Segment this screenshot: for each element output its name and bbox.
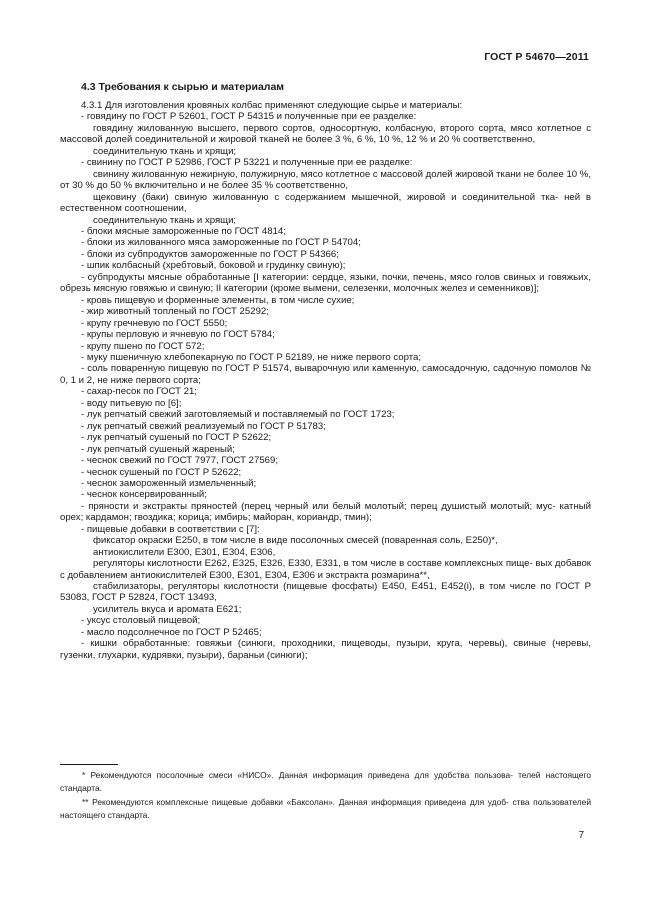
paragraph: - блоки из субпродуктов замороженные по ГОСТ Р 54366; bbox=[81, 248, 339, 260]
paragraph: усилитель вкуса и аромата Е621; bbox=[93, 603, 242, 615]
paragraph: - лук репчатый сушеный жареный; bbox=[81, 443, 235, 455]
paragraph: - крупу гречневую по ГОСТ 5550; bbox=[81, 317, 228, 329]
paragraph: - шпик колбасный (хребтовый, боковой и грудинку свиную); bbox=[81, 260, 346, 272]
paragraph: - кишки обработанные: говяжьи (синюги, проходники, пищеводы, пузыри, круга, черевы), свиные (черевы, гузенки, глухарки, кудрявки, пузыри), бараньи (синюги); bbox=[60, 638, 591, 661]
paragraph: - чеснок консервированный; bbox=[81, 489, 207, 501]
footnote-divider bbox=[60, 764, 118, 765]
paragraph: - крупу пшено по ГОСТ 572; bbox=[81, 340, 205, 352]
paragraph: - пищевые добавки в соответствии с [7]: bbox=[81, 523, 260, 535]
paragraph: - лук репчатый сушеный по ГОСТ Р 52622; bbox=[81, 432, 272, 444]
paragraph: - соль поваренную пищевую по ГОСТ Р 51574, выварочную или каменную, самосадочную, садочную помолов № 0, 1 и 2, не ниже первого сорта; bbox=[60, 363, 591, 386]
paragraph: - чеснок свежий по ГОСТ 7977, ГОСТ 27569; bbox=[81, 455, 279, 467]
paragraph: - жир животный топленый по ГОСТ 25292; bbox=[81, 306, 269, 318]
paragraph: - пряности и экстракты пряностей (перец черный или белый молотый; перец душистый молотый; мус- катный орех; кардамон; гвоздика; корица; имбирь; майоран, кориандр, тмин); bbox=[60, 500, 591, 524]
paragraph: соединительную ткань и хрящи; bbox=[93, 214, 237, 226]
paragraph: стабилизаторы, регуляторы кислотности (пищевые фосфаты) Е450, Е451, Е452(i), в том числе по ГОСТ Р 53083, ГОСТ Р 52824, ГОСТ 13493, bbox=[60, 581, 591, 604]
paragraph: фиксатор окраски Е250, в том числе в виде посолочных смесей (поваренная соль, Е250)*, bbox=[93, 535, 498, 547]
paragraph: - масло подсолнечное по ГОСТ Р 52465; bbox=[81, 626, 262, 638]
paragraph: свинину жилованную нежирную, полужирную, мясо котлетное с массовой долей жировой ткани не более 10 %, от 30 % до 50 % включительно и не более 35 % соответственно, bbox=[60, 168, 591, 192]
footnotes bbox=[60, 769, 591, 822]
section-title: 4.3 Требования к сырью и материалам bbox=[81, 81, 285, 93]
paragraph: - блоки из жилованного мяса замороженные по ГОСТ Р 54704; bbox=[81, 237, 361, 249]
paragraph: - уксус столовый пищевой; bbox=[81, 615, 201, 627]
paragraph: - блоки мясные замороженные по ГОСТ 4814; bbox=[81, 225, 286, 237]
page-number: 7 bbox=[578, 830, 584, 841]
paragraph: соединительную ткань и хрящи; bbox=[93, 145, 237, 157]
document-body bbox=[60, 100, 591, 661]
paragraph: - крупы перловую и ячневую по ГОСТ 5784; bbox=[81, 329, 275, 341]
paragraph: - воду питьевую по [6]; bbox=[81, 397, 182, 409]
paragraph: - говядину по ГОСТ Р 52601, ГОСТ Р 54315 и полученные при ее разделке: bbox=[81, 111, 417, 123]
paragraph: антиокислители Е300, Е301, Е304, Е306, bbox=[93, 546, 276, 558]
paragraph: регуляторы кислотности Е262, Е325, Е326, Е330, Е331, в том числе в составе комплексных пище- вых добавок с добавлением антиокислителей Е300, Е301, Е304, Е306 и экстракта розмарина**, bbox=[60, 558, 591, 581]
paragraph: - лук репчатый свежий реализуемый по ГОСТ Р 51783; bbox=[81, 420, 326, 432]
paragraph: 4.3.1 Для изготовления кровяных колбас применяют следующие сырье и материалы: bbox=[81, 100, 463, 111]
paragraph: щековину (баки) свиную жилованную с содержанием мышечной, жировой и соединительной тка- ней в естественном соотношении, bbox=[60, 191, 591, 215]
paragraph: - сахар-песок по ГОСТ 21; bbox=[81, 386, 197, 398]
paragraph: - кровь пищевую и форменные элементы, в том числе сухие; bbox=[81, 294, 355, 306]
paragraph: - свинину по ГОСТ Р 52986, ГОСТ Р 53221 и полученные при ее разделке: bbox=[81, 157, 413, 169]
footnote: ** Рекомендуются комплексные пищевые добавки «Баксолан». Данная информация приведена для удоб- ства пользователей настоящего стандарта. bbox=[60, 796, 591, 820]
paragraph: - чеснок сушеный по ГОСТ Р 52622; bbox=[81, 466, 242, 478]
paragraph: - субпродукты мясные обработанные [I категории: сердце, языки, почки, печень, мясо голов свиных и говяжьих, обрезь мясную говяжью и свиную; II категории (кроме вымени, селезенки, молочных желез и семенников)]; bbox=[60, 271, 591, 295]
footnote: * Рекомендуются посолочные смеси «НИСО». Данная информация приведена для удобства пользова- телей настоящего стандарта. bbox=[60, 770, 591, 794]
paragraph: - муку пшеничную хлебопекарную по ГОСТ Р 52189, не ниже первого сорта; bbox=[81, 351, 422, 363]
paragraph: - чеснок замороженный измельченный; bbox=[81, 477, 257, 489]
paragraph: - лук репчатый свежий заготовляемый и поставляемый по ГОСТ 1723; bbox=[81, 409, 395, 421]
paragraph: говядину жилованную высшего, первого сортов, односортную, колбасную, второго сорта, мясо котлетное с массовой долей соединительной и жировой тканей не более 3 %, 6 %, 10 %, 12 % и 20 % соответственно, bbox=[60, 122, 591, 146]
standard-header: ГОСТ Р 54670—2011 bbox=[484, 51, 589, 63]
